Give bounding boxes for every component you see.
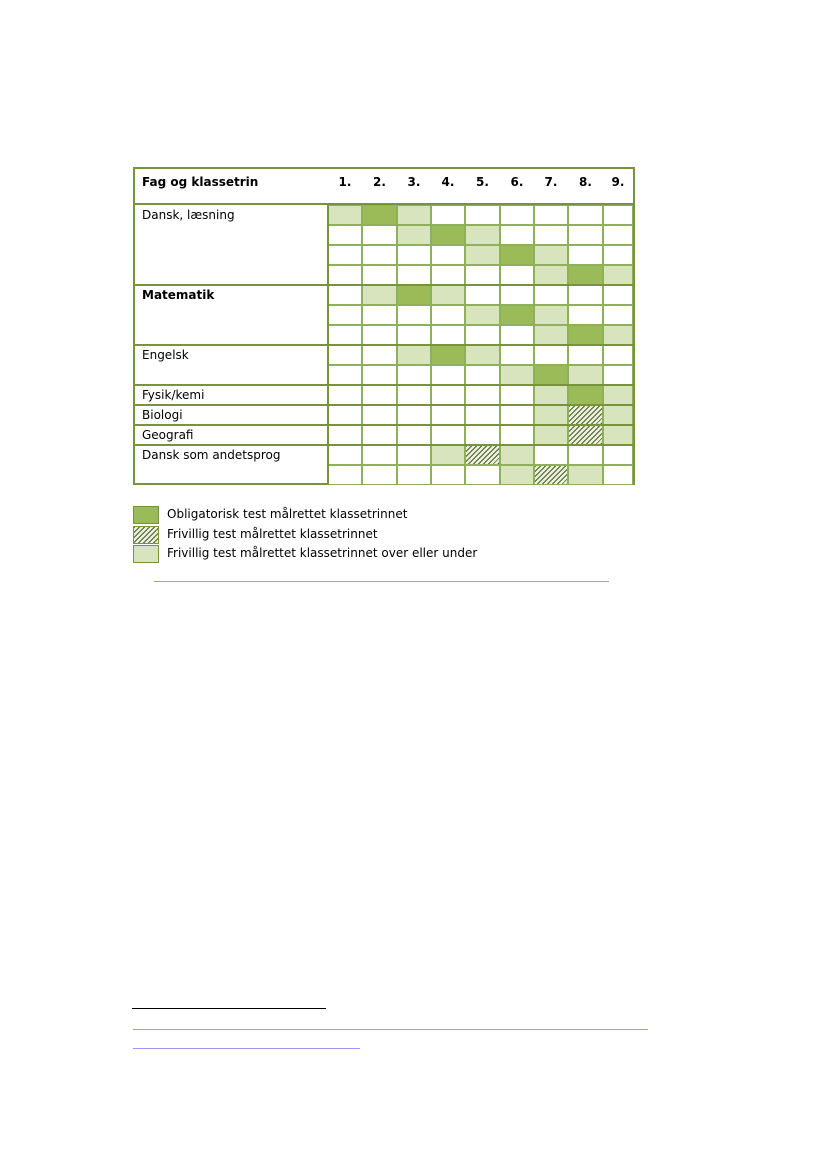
grade-cell [397, 305, 431, 325]
grade-cell [362, 225, 397, 245]
grade-cell [431, 245, 465, 265]
grade-cell [465, 345, 500, 365]
grade-cell [568, 445, 603, 465]
grade-cell [465, 245, 500, 265]
grade-cell [431, 325, 465, 345]
grade-cell [362, 425, 397, 445]
footnote-separator [132, 1008, 326, 1009]
legend-label-mandatory: Obligatorisk test målrettet klassetrinnet [167, 507, 408, 521]
grade-cell [397, 345, 431, 365]
grade-cell [431, 205, 465, 225]
grade-cell [500, 405, 534, 425]
grade-cell [603, 425, 633, 445]
grade-cell [568, 325, 603, 345]
grade-cell [431, 285, 465, 305]
grade-cell [397, 285, 431, 305]
subject-divider [135, 284, 633, 286]
grade-cell [568, 365, 603, 385]
subject-label: Engelsk [142, 348, 189, 362]
grade-cell [568, 245, 603, 265]
subject-label: Fysik/kemi [142, 388, 205, 402]
grade-cell [362, 385, 397, 405]
grade-cell [500, 325, 534, 345]
legend-swatch-optional-other [133, 545, 159, 563]
grade-cell [465, 205, 500, 225]
grade-cell [362, 245, 397, 265]
grade-cell [465, 225, 500, 245]
grade-cell [603, 285, 633, 305]
grade-cell [534, 365, 568, 385]
grade-header-2: 2. [373, 175, 386, 189]
grade-cell [328, 285, 362, 305]
subject-label: Dansk, læsning [142, 208, 235, 222]
grade-cell [603, 305, 633, 325]
grade-cell [362, 325, 397, 345]
grade-cell [328, 445, 362, 465]
grade-cell [362, 265, 397, 285]
grade-cell [500, 205, 534, 225]
grade-cell [568, 425, 603, 445]
grade-cell [465, 285, 500, 305]
grade-cell [328, 325, 362, 345]
subject-divider [135, 344, 633, 346]
grade-cell [431, 385, 465, 405]
grade-cell [362, 305, 397, 325]
legend-swatch-mandatory [133, 506, 159, 524]
grade-cell [465, 265, 500, 285]
grade-cell [500, 465, 534, 485]
grade-cell [500, 305, 534, 325]
grade-cell [362, 445, 397, 465]
grade-cell [431, 445, 465, 465]
grade-cell [500, 265, 534, 285]
legend-label-optional-other: Frivillig test målrettet klassetrinnet over eller under [167, 546, 478, 560]
grade-cell [328, 385, 362, 405]
header-title: Fag og klassetrin [142, 175, 259, 189]
grade-cell [397, 465, 431, 485]
grade-cell [603, 205, 633, 225]
grade-cell [431, 265, 465, 285]
grade-cell [534, 285, 568, 305]
grade-cell [568, 465, 603, 485]
grade-cell [500, 365, 534, 385]
grade-cell [328, 365, 362, 385]
grade-cell [568, 225, 603, 245]
grade-cell [603, 225, 633, 245]
grade-cell [500, 225, 534, 245]
grade-header-3: 3. [407, 175, 421, 189]
grade-cell [568, 265, 603, 285]
grade-cell [328, 205, 362, 225]
grade-cell [603, 445, 633, 465]
grade-header-6: 6. [510, 175, 524, 189]
grade-cell [534, 225, 568, 245]
grade-cell [397, 445, 431, 465]
grade-cell [500, 425, 534, 445]
grade-cell [431, 405, 465, 425]
grade-header-8: 8. [579, 175, 592, 189]
grade-cell [568, 385, 603, 405]
test-schedule-table [133, 167, 635, 485]
subject-label: Biologi [142, 408, 183, 422]
grade-header-4: 4. [441, 175, 455, 189]
grade-cell [397, 385, 431, 405]
grade-cell [568, 345, 603, 365]
grade-cell [397, 225, 431, 245]
grade-cell [500, 385, 534, 405]
grade-cell [397, 205, 431, 225]
grade-cell [500, 285, 534, 305]
grade-cell [500, 345, 534, 365]
grade-cell [534, 205, 568, 225]
grade-cell [568, 285, 603, 305]
grade-cell [603, 465, 633, 485]
grade-cell [397, 265, 431, 285]
grade-cell [465, 445, 500, 465]
subject-label: Matematik [142, 288, 215, 302]
grade-cell [397, 405, 431, 425]
grade-cell [431, 305, 465, 325]
grade-cell [431, 225, 465, 245]
subject-divider [135, 444, 633, 446]
grade-cell [568, 305, 603, 325]
footnote-link-underline-1[interactable] [133, 1029, 648, 1030]
grade-cell [603, 345, 633, 365]
grade-cell [603, 365, 633, 385]
subject-divider [135, 384, 633, 386]
grade-cell [465, 325, 500, 345]
grade-cell [328, 305, 362, 325]
grade-cell [465, 405, 500, 425]
grade-cell [500, 445, 534, 465]
grade-cell [500, 245, 534, 265]
grade-cell [534, 265, 568, 285]
grade-cell [534, 385, 568, 405]
subject-label: Dansk som andetsprog [142, 448, 281, 462]
grade-cell [328, 345, 362, 365]
grade-cell [362, 365, 397, 385]
grade-cell [328, 245, 362, 265]
grade-cell [465, 305, 500, 325]
grade-header-9: 9. [611, 175, 625, 189]
grade-cell [603, 325, 633, 345]
grade-cell [328, 265, 362, 285]
grade-cell [362, 405, 397, 425]
grade-cell [431, 345, 465, 365]
header-divider [135, 203, 633, 205]
grade-cell [362, 465, 397, 485]
grade-header-1: 1. [338, 175, 352, 189]
grade-cell [534, 445, 568, 465]
grade-cell [397, 325, 431, 345]
grade-cell [397, 365, 431, 385]
link-underline[interactable] [154, 581, 609, 582]
grade-cell [534, 325, 568, 345]
grade-cell [465, 385, 500, 405]
grade-cell [431, 425, 465, 445]
grade-cell [362, 345, 397, 365]
subject-divider [135, 404, 633, 406]
grade-cell [328, 405, 362, 425]
legend-label-optional-target: Frivillig test målrettet klassetrinnet [167, 527, 378, 541]
grade-cell [603, 385, 633, 405]
grade-cell [465, 365, 500, 385]
grade-cell [568, 405, 603, 425]
grade-cell [568, 205, 603, 225]
grade-cell [603, 405, 633, 425]
grade-cell [328, 425, 362, 445]
legend-swatch-optional-target [133, 526, 159, 544]
grade-cell [534, 465, 568, 485]
grade-header-5: 5. [476, 175, 489, 189]
grade-cell [534, 245, 568, 265]
footnote-link-underline-2[interactable] [133, 1048, 360, 1049]
grade-cell [431, 365, 465, 385]
subject-divider [135, 424, 633, 426]
grade-cell [534, 405, 568, 425]
grade-cell [397, 245, 431, 265]
grade-cell [534, 425, 568, 445]
grade-cell [431, 465, 465, 485]
grade-cell [534, 345, 568, 365]
grade-cell [362, 205, 397, 225]
grade-cell [534, 305, 568, 325]
grade-cell [603, 245, 633, 265]
grade-cell [397, 425, 431, 445]
subject-label: Geografi [142, 428, 194, 442]
grade-cell [328, 465, 362, 485]
grade-cell [465, 425, 500, 445]
grade-cell [603, 265, 633, 285]
grade-cell [465, 465, 500, 485]
grade-cell [328, 225, 362, 245]
grade-cell [362, 285, 397, 305]
grade-header-7: 7. [544, 175, 558, 189]
